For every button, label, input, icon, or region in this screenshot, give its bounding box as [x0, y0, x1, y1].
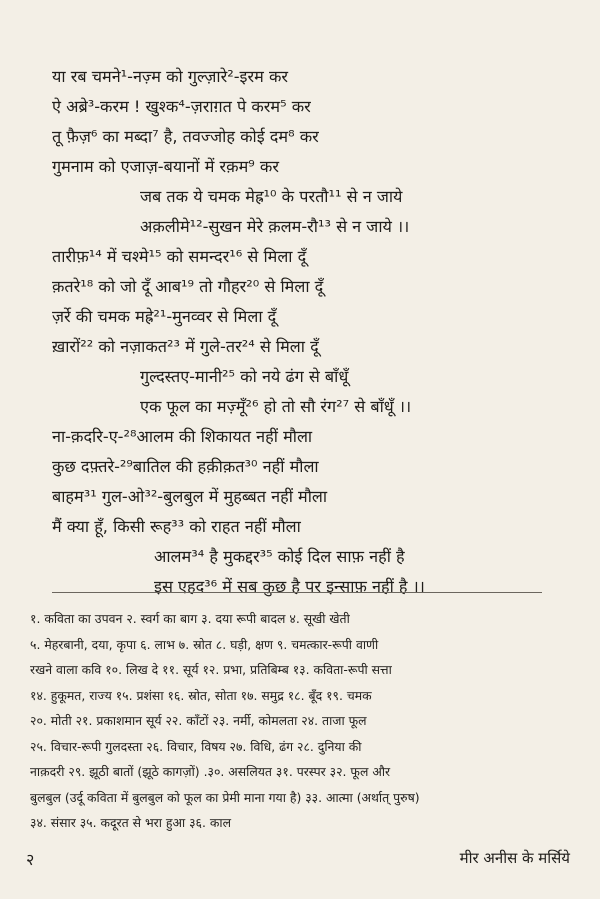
poem-line: ना-क़दरि-ए-²⁸आलम की शिकायत नहीं मौला: [52, 427, 313, 446]
poem-line: ख़ारों²² को नज़ाकत²³ में गुले-तर²⁴ से मिला दूँ: [52, 337, 319, 356]
book-title: मीर अनीस के मर्सिये: [459, 849, 570, 867]
footnote-line: १. कविता का उपवन २. स्वर्ग का बाग ३. दया रूपी बादल ४. सूखी खेती: [30, 611, 350, 626]
footnote-line: रखने वाला कवि १०. लिख दे ११. सूर्य १२. प्रभा, प्रतिबिम्ब १३. कविता-रूपी सत्ता: [30, 662, 392, 677]
footnote-line: १४. हुकूमत, राज्य १५. प्रशंसा १६. स्रोत, सोता १७. समुद्र १८. बूँद १९. चमक: [30, 687, 372, 703]
poem-line: जब तक ये चमक मेह्र¹⁰ के परतौ¹¹ से न जाये: [140, 187, 403, 206]
footnote-line: २५. विचार-रूपी गुलदस्ता २६. विचार, विषय २७. विधि, ढंग २८. दुनिया की: [30, 738, 362, 754]
poem-line: ज़र्रे की चमक मह्रे²¹-मुनव्वर से मिला दूँ: [52, 307, 277, 326]
poem-line: गुमनाम को एजाज़-बयानों में रक़म⁹ कर: [52, 157, 279, 176]
poem-line: मैं क्या हूँ, किसी रूह³³ को राहत नहीं मौला: [52, 517, 301, 536]
poem-line: कुछ दफ़्तरे-²⁹बातिल की हक़ीक़त³⁰ नहीं मौला: [52, 457, 319, 476]
poem-line: तू फ़ैज़⁶ का मब्दा⁷ है, तवज्जोह कोई दम⁸ कर: [52, 127, 319, 146]
footnote-line: बुलबुल (उर्दू कविता में बुलबुल को फूल का प्रेमी माना गया है) ३३. आत्मा (अर्थात् पुरुष): [30, 789, 420, 805]
poem-line: एक फूल का मज़्मूँ²⁶ हो तो सौ रंग²⁷ से बाँधूँ ।।: [140, 397, 412, 416]
page-footer: [0, 848, 600, 872]
poem-line: ऐ अब्रे³-करम ! खुश्क⁴-ज़राग़त पे करम⁵ कर: [52, 97, 311, 116]
stanza: [52, 242, 562, 422]
poem-line: तारीफ़¹⁴ में चश्मे¹⁵ को समन्दर¹⁶ से मिला दूँ: [52, 247, 307, 266]
poem-line: गुल्दस्तए-मानी²⁵ को नये ढंग से बाँधूँ: [140, 367, 349, 386]
footnote-line: ३४. संसार ३५. कदूरत से भरा हुआ ३६. काल: [30, 815, 231, 830]
poem-line: अक़लीमे¹²-सुखन मेरे क़लम-रौ¹³ से न जाये ।।: [140, 217, 410, 236]
footnote-divider: [52, 592, 542, 593]
footnote-line: नाक़दरी २९. झूठी बातों (झूठे कागज़ों) .३०. असलियत ३१. परस्पर ३२. फूल और: [30, 764, 391, 779]
poem-line: बाहम³¹ गुल-ओ³²-बुलबुल में मुहब्बत नहीं मौला: [52, 487, 328, 506]
poem-line: या रब चमने¹-नज़्म को गुल्ज़ारे²-इरम कर: [52, 67, 289, 86]
footnotes: [30, 606, 590, 836]
poem-body: [52, 62, 562, 602]
footnote-line: ५. मेहरबानी, दया, कृपा ६. लाभ ७. स्रोत ८. घड़ी, क्षण ९. चमत्कार-रूपी वाणी: [30, 636, 379, 652]
stanza: [52, 62, 562, 242]
poem-line: क़तरे¹⁸ को जो दूँ आब¹⁹ तो गौहर²⁰ से मिला दूँ: [52, 277, 324, 296]
poem-line: इस एहद³⁶ में सब कुछ है पर इन्साफ़ नहीं है ।।: [154, 577, 425, 596]
poem-line: आलम³⁴ है मुकद्दर³⁵ कोई दिल साफ़ नहीं है: [154, 547, 405, 566]
footnote-line: २०. मोती २१. प्रकाशमान सूर्य २२. काँटों २३. नर्मी, कोमलता २४. ताजा फूल: [30, 713, 367, 728]
stanza: [52, 422, 562, 602]
page-number: २: [26, 850, 35, 869]
